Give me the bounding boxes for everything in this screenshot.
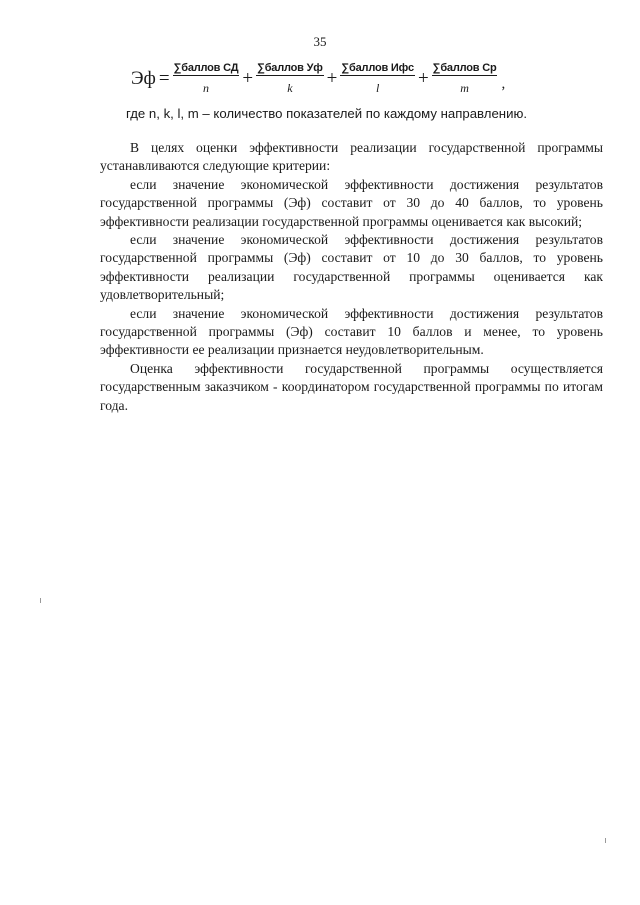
fraction-numerator: ∑баллов СД	[173, 62, 239, 74]
fraction-numerator: ∑баллов Уф	[257, 62, 323, 74]
formula-trailing-comma: ,	[501, 76, 506, 92]
fraction-numerator: ∑баллов Ср	[432, 62, 497, 74]
fraction-denominator: k	[287, 81, 293, 95]
formula-lhs: Эф	[131, 68, 156, 89]
fraction-denominator: n	[202, 81, 209, 95]
page-number: 35	[313, 34, 327, 49]
scan-edge-mark	[605, 838, 606, 843]
document-body	[100, 139, 603, 415]
formula-plus-sign: +	[417, 68, 429, 89]
formula-fraction-ifs	[340, 62, 415, 96]
formula-variable-definition: где n, k, l, m – количество показателей по каждому направлению.	[126, 106, 527, 121]
paragraph-assessment: Оценка эффективности государственной программы осуществляется государственным заказчиком - координатором государственной программы по итогам года.	[100, 360, 603, 413]
paragraph-criterion-satisfactory: если значение экономической эффективности достижения результатов государственной программы (Эф) составит от 10 до 30 баллов, то уровень эффективности реализации государственной программы оценивается как удовлетворительный;	[100, 232, 603, 303]
formula-plus-sign: +	[326, 68, 338, 89]
paragraph-intro: В целях оценки эффективности реализации государственной программы устанавливаются следующие критерии:	[100, 140, 603, 174]
paragraph-criterion-high: если значение экономической эффективности достижения результатов государственной программы (Эф) составит от 30 до 40 баллов, то уровень эффективности реализации государственной программы оценивается как высокий;	[100, 176, 603, 229]
formula-equals-sign: =	[158, 68, 170, 89]
scan-edge-mark	[40, 598, 41, 603]
fraction-denominator: l	[375, 81, 380, 95]
formula-plus-sign: +	[242, 68, 254, 89]
efficiency-formula	[131, 62, 505, 96]
paragraph-criterion-unsatisfactory: если значение экономической эффективности достижения результатов государственной программы (Эф) составит 10 баллов и менее, то уровень эффективности ее реализации признается неудовлетворительным.	[100, 305, 603, 358]
formula-fraction-sd	[173, 62, 240, 96]
formula-fraction-sr	[432, 62, 498, 96]
formula-fraction-uf	[256, 62, 324, 96]
fraction-denominator: m	[460, 81, 469, 95]
fraction-numerator: ∑баллов Ифс	[341, 62, 414, 74]
